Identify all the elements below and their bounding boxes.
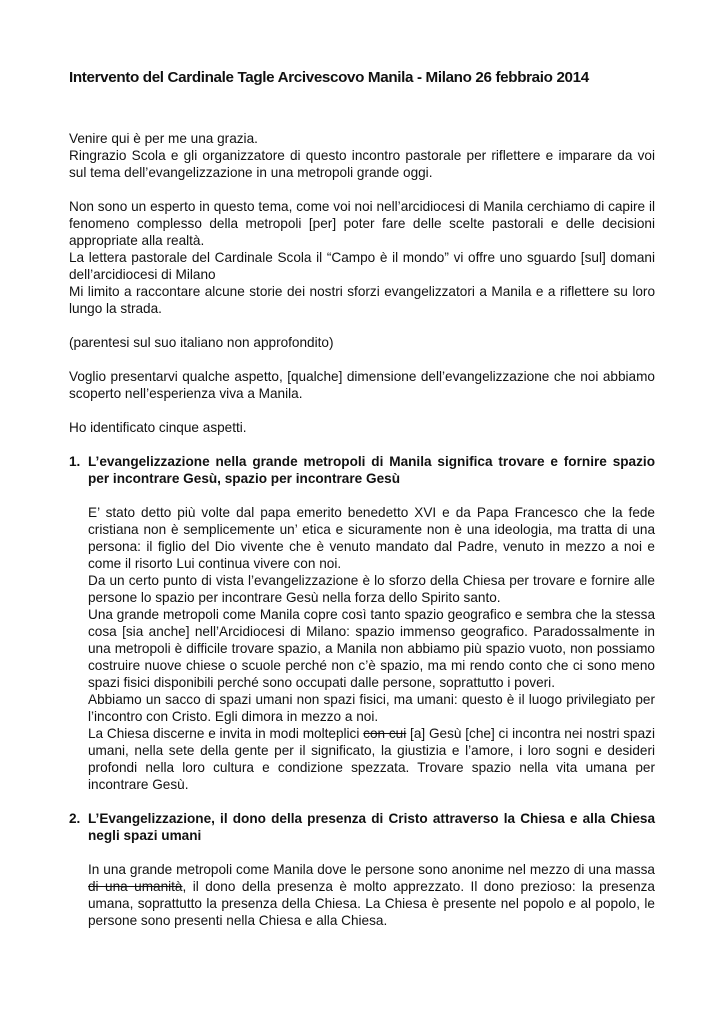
section-number: 2. [69, 811, 81, 826]
text-run: La Chiesa discerne e invita in modi molteplici [88, 726, 364, 741]
section-paragraph [88, 861, 655, 929]
numbered-section [69, 810, 655, 929]
intro-paragraph: La lettera pastorale del Cardinale Scola il “Campo è il mondo” vi offre uno sguardo [sul] domani dell’arcidiocesi di Milano [69, 250, 655, 282]
intro-paragraph: Mi limito a raccontare alcune storie dei nostri sforzi evangelizzatori a Manila e a riflettere su loro lungo la strada. [69, 284, 655, 316]
section-content [88, 861, 655, 929]
intro-paragraph: Non sono un esperto in questo tema, come voi noi nell’arcidiocesi di Manila cerchiamo di capire il fenomeno complesso della metropoli [per] poter fare delle scelte pastorali e delle decisioni appropriate alla realtà. [69, 199, 655, 248]
text-run: [a] Gesù [che] ci incontra nei nostri spazi umani, nella sete della gente per il significato, la giustizia e l’amore, i loro sogni e desideri profondi nella loro cultura e condizione spezzata. Trovare spazio nella vita umana per incontrare Gesù. [88, 726, 655, 792]
intro-paragraph: Ho identificato cinque aspetti. [69, 420, 247, 435]
section-paragraph [88, 725, 655, 793]
document-body [69, 130, 655, 929]
section-paragraph: Una grande metropoli come Manila copre così tanto spazio geografico e sembra che la stessa cosa [sia anche] nell’Arcidiocesi di Milano: spazio immenso geografico. Paradossalmente in una metropoli è difficile trovare spazio, a Manila non abbiamo più spazio vuoto, non possiamo costruire nuove chiese o scuole perché non c’è spazio, ma mi rendo conto che ci sono meno spazi fisici disponibili perché sono occupati dalle persone, soprattutto i poveri. [88, 607, 655, 690]
section-paragraph: Da un certo punto di vista l’evangelizzazione è lo sforzo della Chiesa per trovare e fornire alle persone lo spazio per incontrare Gesù nella forza dello Spirito santo. [88, 573, 655, 605]
struck-text: di una umanità [88, 879, 183, 894]
intro-paragraph: Ringrazio Scola e gli organizzatore di questo incontro pastorale per riflettere e imparare da voi sul tema dell’evangelizzazione in una metropoli grande oggi. [69, 148, 655, 180]
intro-paragraph: Venire qui è per me una grazia. [69, 131, 258, 146]
text-run: , il dono della presenza è molto apprezzato. Il dono prezioso: la presenza umana, soprattutto la presenza della Chiesa. La Chiesa è presente nel popolo e al popolo, le persone sono presenti nella Chiesa e alla Chiesa. [88, 879, 655, 928]
text-run: In una grande metropoli come Manila dove le persone sono anonime nel mezzo di una massa [88, 862, 655, 877]
intro-paragraph: Voglio presentarvi qualche aspetto, [qualche] dimensione dell’evangelizzazione che noi abbiamo scoperto nell’esperienza viva a Manila. [69, 369, 655, 401]
intro-paragraph: (parentesi sul suo italiano non approfondito) [69, 335, 334, 350]
section-content [88, 504, 655, 793]
section-heading: L’evangelizzazione nella grande metropoli di Manila significa trovare e fornire spazio per incontrare Gesù, spazio per incontrare Gesù [88, 454, 655, 486]
section-heading: L’Evangelizzazione, il dono della presenza di Cristo attraverso la Chiesa e alla Chiesa negli spazi umani [88, 811, 655, 843]
section-number: 1. [69, 454, 81, 469]
section-paragraph: Abbiamo un sacco di spazi umani non spazi fisici, ma umani: questo è il luogo privilegiato per l’incontro con Cristo. Egli dimora in mezzo a noi. [88, 692, 655, 724]
numbered-section [69, 453, 655, 793]
section-paragraph: E’ stato detto più volte dal papa emerito benedetto XVI e da Papa Francesco che la fede cristiana non è semplicemente un’ etica e sicuramente non è una ideologia, ma tratta di una persona: il figlio del Dio vivente che è venuto mandato dal Padre, venuto in mezzo a noi e come il risorto Lui continua vivere con noi. [88, 505, 655, 571]
struck-text: con cui [363, 726, 407, 741]
document-title: Intervento del Cardinale Tagle Arcivescovo Manila - Milano 26 febbraio 2014 [69, 69, 589, 86]
